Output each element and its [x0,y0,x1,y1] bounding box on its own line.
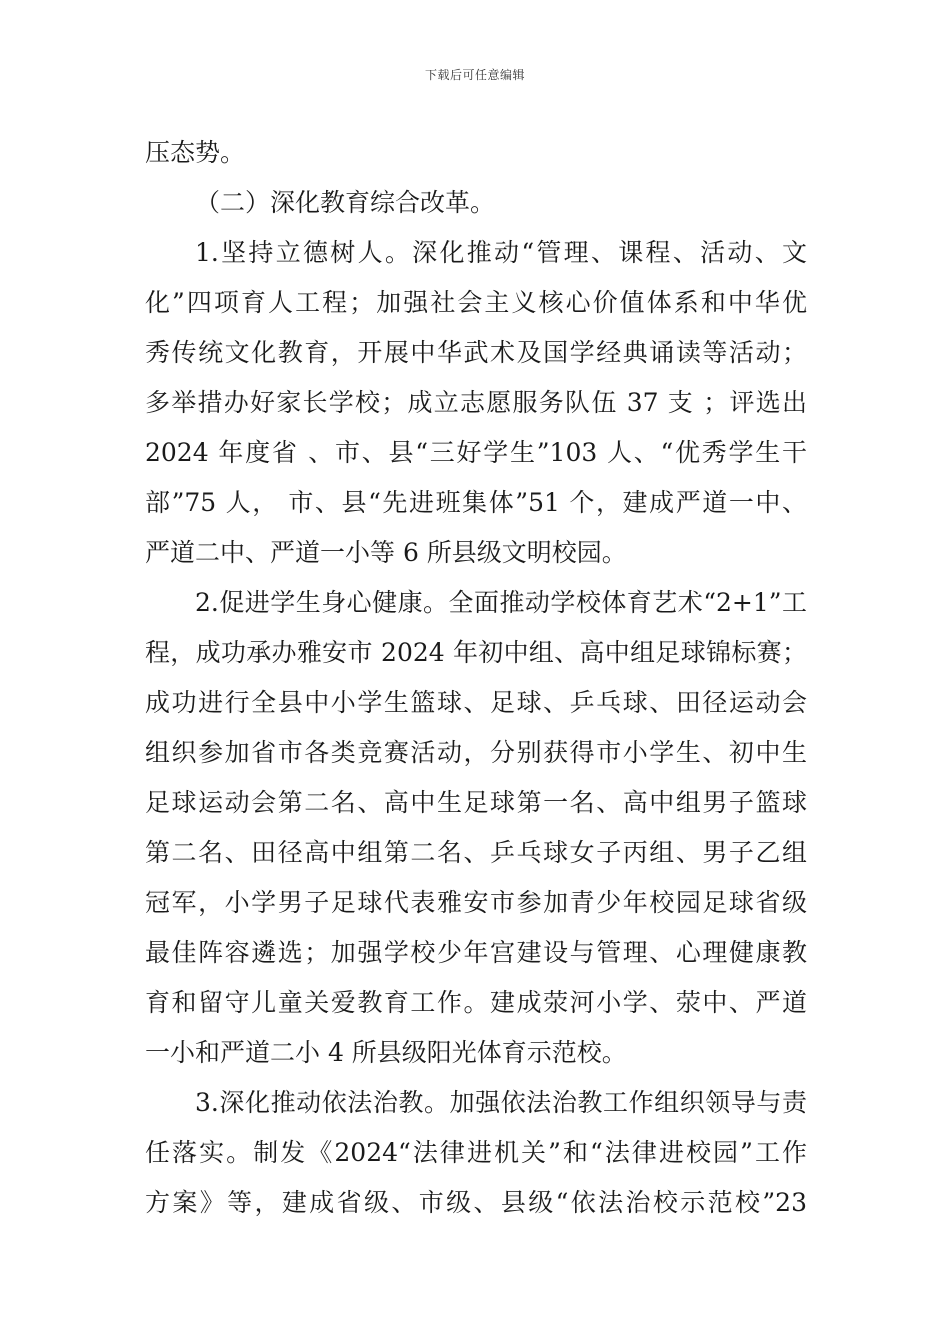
text-line: 一小和严道二小 4 所县级阳光体育示范校。 [145,1038,627,1067]
text-line: 足球运动会第二名、高中生足球第一名、高中组男子篮球 [145,788,807,817]
text-line: 第二名、田径高中组第二名、乒乓球女子丙组、男子乙组 [145,838,807,867]
paragraph-3 [145,1078,807,1228]
paragraph-1 [145,228,807,578]
text-line: 1.坚持立德树人。深化推动“管理、课程、活动、文 [195,238,807,267]
text-line: 秀传统文化教育，开展中华武术及国学经典诵读等活动； [145,338,807,367]
text-line: 2024 年度省 、市、县“三好学生”103 人、“优秀学生干 [145,438,807,467]
text-line: 育和留守儿童关爱教育工作。建成荥河小学、荥中、严道 [145,988,807,1017]
text-line: 3.深化推动依法治教。加强依法治教工作组织领导与责 [195,1088,807,1117]
text-line: 任落实。制发《2024“法律进机关”和“法律进校园”工作 [145,1138,807,1167]
text-line: 压态势。 [145,138,246,167]
text-line: 2.促进学生身心健康。全面推动学校体育艺术“2+1”工 [195,588,807,617]
paragraph-2 [145,578,807,1078]
document-body [145,128,807,1228]
text-line: 严道二中、严道一小等 6 所县级文明校园。 [145,538,627,567]
text-line: 部”75 人， 市、县“先进班集体”51 个，建成严道一中、 [145,488,807,517]
text-line: 最佳阵容遴选；加强学校少年宫建设与管理、心理健康教 [145,938,807,967]
text-line: 冠军，小学男子足球代表雅安市参加青少年校园足球省级 [145,888,807,917]
text-line: 多举措办好家长学校；成立志愿服务队伍 37 支 ；评选出 [145,388,807,417]
text-line: 组织参加省市各类竞赛活动，分别获得市小学生、初中生 [145,738,807,767]
page-header: 下载后可任意编辑 [424,68,525,82]
text-line: 成功进行全县中小学生篮球、足球、乒乓球、田径运动会 [145,688,807,717]
text-line: 化”四项育人工程；加强社会主义核心价值体系和中华优 [145,288,807,317]
section-heading: （二）深化教育综合改革。 [195,188,496,217]
text-line: 方案》等，建成省级、市级、县级“依法治校示范校”23 [145,1188,807,1217]
text-line: 程，成功承办雅安市 2024 年初中组、高中组足球锦标赛； [145,638,807,667]
